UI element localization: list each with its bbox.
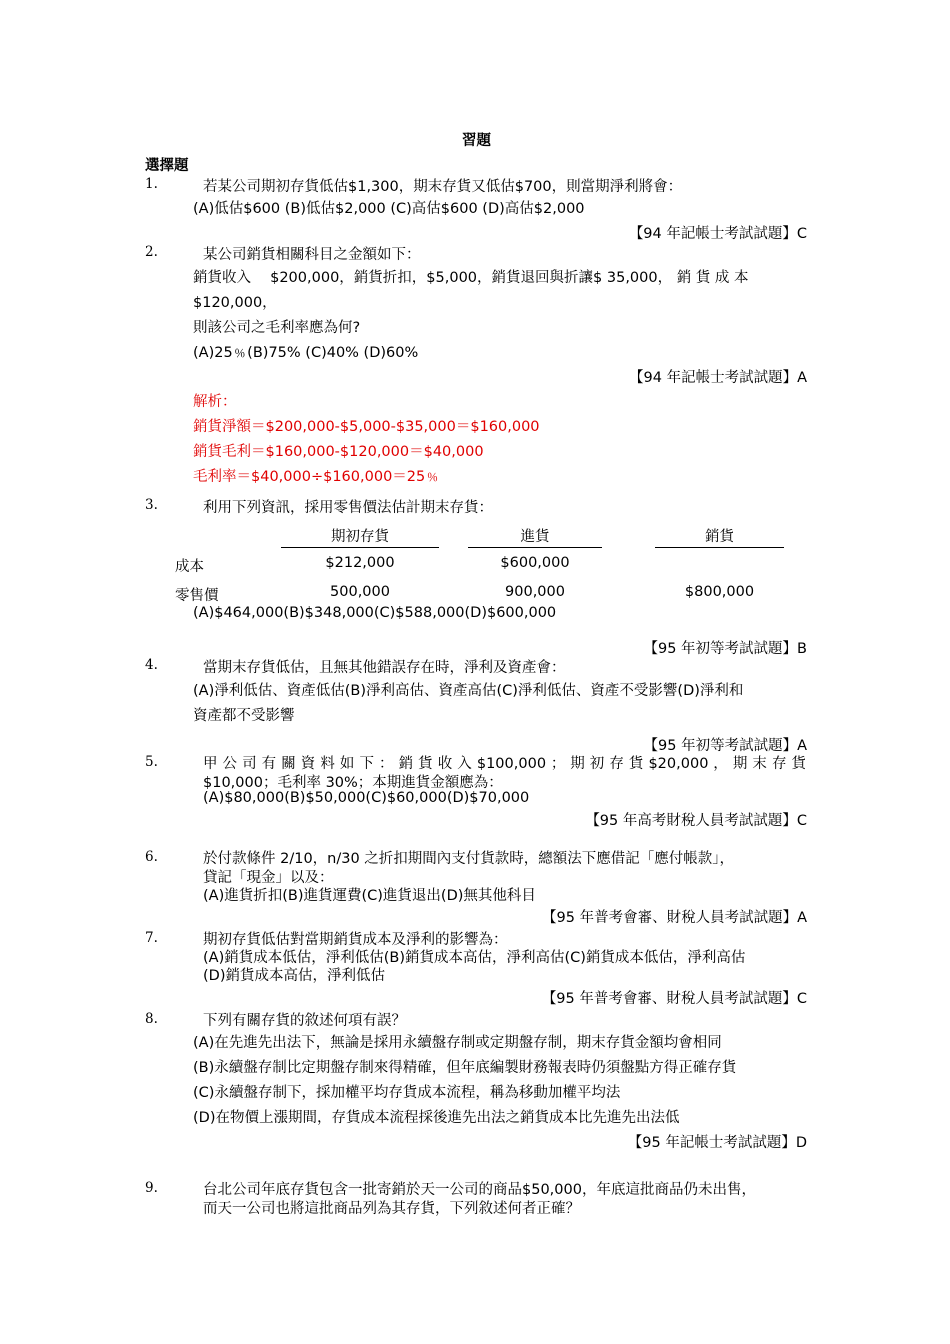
question-text: 下列有關存貨的敘述何項有誤？ [203,1013,406,1029]
question-number: 6. [145,849,158,865]
analysis-line: 銷貨毛利＝$160,000-$120,000＝$40,000 [193,444,484,460]
question-options: (A)淨利低估、資產低估(B)淨利高估、資產高估(C)淨利低估、資產不受影響(D)淨利和 [193,683,744,699]
question-source: 【95 年初等考試試題】A [643,738,807,754]
table-header: 期初存貨 [280,525,440,548]
analysis-line: 銷貨淨額＝$200,000-$5,000-$35,000＝$160,000 [193,419,540,435]
table-cell: $600,000 [500,555,570,571]
section-title: 選擇題 [145,158,189,174]
question-source: 【95 年普考會審、財稅人員考試試題】A [542,910,807,926]
question-line: 台北公司年底存貨包含一批寄銷於天一公司的商品$50,000，年底這批商品仍未出售， [203,1182,756,1198]
question-number: 4. [145,657,158,673]
question-source: 【94 年記帳士考試試題】A [629,370,807,386]
question-line: 甲 公 司 有 關 資 料 如 下 ： 銷 貨 收 入 $100,000 ； 期 初 存 貨 $20,000 ， 期 末 存 貨 [203,756,806,772]
analysis-line: 毛利率＝$40,000÷$160,000＝25﹪ [193,469,440,485]
question-text: 若某公司期初存貨低估$1,300，期末存貨又低估$700，則當期淨利將會： [203,179,683,195]
table-cell: $212,000 [325,555,395,571]
question-text: 某公司銷貨相關科目之金額如下： [203,247,421,263]
question-option: (A)在先進先出法下，無論是採用永續盤存制或定期盤存制，期末存貨金額均會相同 [193,1035,722,1051]
question-option: (D)在物價上漲期間，存貨成本流程採後進先出法之銷貨成本比先進先出法低 [193,1110,680,1126]
question-line: $10,000；毛利率 30%；本期進貨金額應為： [203,775,503,791]
question-line: 於付款條件 2/10，n/30 之折扣期間內支付貨款時，總額法下應借記「應付帳款」， [203,851,735,867]
question-line: 銷貨收入 $200,000，銷貨折扣，$5,000，銷貨退回與折讓$ 35,000， 銷 貨 成 本 [193,270,749,286]
question-options: (A)$80,000(B)$50,000(C)$60,000(D)$70,000 [203,790,530,806]
question-source: 【95 年記帳士考試試題】D [627,1135,807,1151]
question-line: $120,000， [193,295,277,311]
question-number: 7. [145,930,158,946]
table-header: 銷貨 [654,525,785,548]
question-number: 9. [145,1180,158,1196]
question-number: 2. [145,244,158,260]
question-number: 8. [145,1011,158,1027]
question-line: 而天一公司也將這批商品列為其存貨，下列敘述何者正確？ [203,1201,580,1217]
question-line: 則該公司之毛利率應為何? [193,320,361,336]
question-option: (C)永續盤存制下，採加權平均存貨成本流程，稱為移動加權平均法 [193,1085,621,1101]
table-cell: 500,000 [330,584,390,600]
question-options: (A)25﹪(B)75% (C)40% (D)60% [193,345,419,361]
question-source: 【95 年普考會審、財稅人員考試試題】C [541,991,807,1007]
table-cell: 900,000 [505,584,565,600]
table-cell: $800,000 [684,584,755,600]
question-number: 5. [145,754,158,770]
question-source: 【95 年初等考試試題】B [643,641,807,657]
question-options: (A)$464,000(B)$348,000(C)$588,000(D)$600,000 [193,605,557,621]
question-source: 【95 年高考財稅人員考試試題】C [585,813,807,829]
question-line: 貸記「現金」以及： [203,870,334,886]
question-options: (A)銷貨成本低估，淨利低估(B)銷貨成本高估，淨利高估(C)銷貨成本低估，淨利高估 [203,950,746,966]
question-option: (B)永續盤存制比定期盤存制來得精確，但年底編製財務報表時仍須盤點方得正確存貨 [193,1060,737,1076]
question-options: (D)銷貨成本高估，淨利低估 [203,968,385,984]
question-source: 【94 年記帳士考試試題】C [628,226,807,242]
analysis-title: 解析： [193,394,237,410]
question-options: (A)低估$600 (B)低估$2,000 (C)高估$600 (D)高估$2,000 [193,201,585,217]
page-title: 習題 [462,133,491,149]
question-options: 資產都不受影響 [193,708,295,724]
question-number: 1. [145,176,158,192]
question-text: 期初存貨低估對當期銷貨成本及淨利的影響為： [203,932,508,948]
question-options: (A)進貨折扣(B)進貨運費(C)進貨退出(D)無其他科目 [203,888,536,904]
table-row-label: 零售價 [175,588,219,604]
table-header: 進貨 [467,525,603,548]
question-text: 當期末存貨低估，且無其他錯誤存在時，淨利及資產會： [203,660,566,676]
question-number: 3. [145,497,158,513]
question-text: 利用下列資訊，採用零售價法估計期末存貨： [203,500,493,516]
table-row-label: 成本 [175,559,204,575]
